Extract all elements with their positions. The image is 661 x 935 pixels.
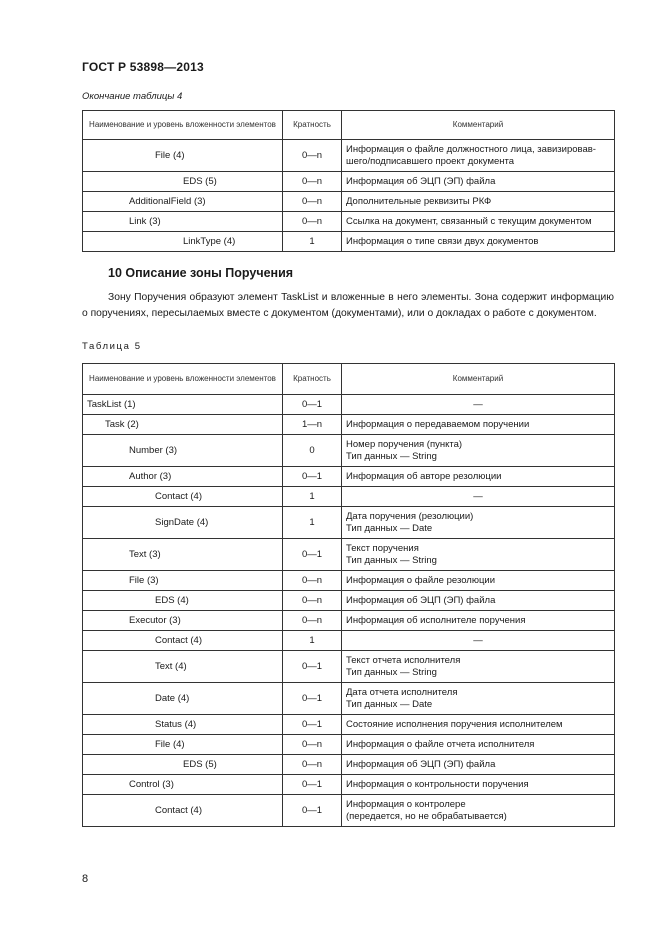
multiplicity: 0—1 — [283, 651, 342, 683]
multiplicity: 0—n — [283, 140, 342, 172]
comment: — — [342, 631, 615, 651]
element-name: Date (4) — [83, 683, 283, 715]
element-name: Contact (4) — [83, 487, 283, 507]
comment-line: Тип данных — String — [346, 450, 437, 462]
comment: — — [342, 395, 615, 415]
multiplicity: 1 — [283, 232, 342, 252]
element-name: Task (2) — [83, 415, 283, 435]
table-row — [83, 631, 615, 651]
table-row — [83, 172, 615, 192]
multiplicity: 1 — [283, 507, 342, 539]
element-name: Control (3) — [83, 775, 283, 795]
table4-caption: Окончание таблицы 4 — [82, 91, 183, 102]
element-name: Author (3) — [83, 467, 283, 487]
table-row — [83, 755, 615, 775]
element-name: Text (3) — [83, 539, 283, 571]
header-comment: Комментарий — [342, 111, 615, 140]
table-row — [83, 212, 615, 232]
comment: Информация о файле резолюции — [342, 571, 615, 591]
multiplicity: 0—n — [283, 212, 342, 232]
element-name: EDS (5) — [83, 172, 283, 192]
page-number: 8 — [82, 873, 89, 885]
comment — [342, 795, 615, 827]
multiplicity: 0—1 — [283, 683, 342, 715]
table-row — [83, 715, 615, 735]
comment: Информация об ЭЦП (ЭП) файла — [342, 591, 615, 611]
comment: Информация об авторе резолюции — [342, 467, 615, 487]
comment-line: Тип данных — String — [346, 666, 437, 678]
element-name: Contact (4) — [83, 631, 283, 651]
multiplicity: 0—n — [283, 172, 342, 192]
comment — [342, 651, 615, 683]
table-row — [83, 435, 615, 467]
multiplicity: 0—n — [283, 735, 342, 755]
table-row — [83, 487, 615, 507]
element-name: File (3) — [83, 571, 283, 591]
comment: Информация об ЭЦП (ЭП) файла — [342, 172, 615, 192]
table-row — [83, 415, 615, 435]
comment-line: (передается, но не обрабатывается) — [346, 810, 507, 822]
comment: — — [342, 487, 615, 507]
multiplicity: 1 — [283, 631, 342, 651]
table-row — [83, 140, 615, 172]
multiplicity: 1 — [283, 487, 342, 507]
comment-line: Дата поручения (резолюции) — [346, 511, 474, 522]
comment: Информация о файле должностного лица, завизировав-шего/подписавшего проект документа — [342, 140, 615, 172]
comment-line: Номер поручения (пункта) — [346, 439, 463, 450]
table-row — [83, 611, 615, 631]
comment: Ссылка на документ, связанный с текущим документом — [342, 212, 615, 232]
comment: Состояние исполнения поручения исполнителем — [342, 715, 615, 735]
multiplicity: 0 — [283, 435, 342, 467]
section-paragraph: Зону Поручения образуют элемент TaskList и вложенные в него элементы. Зона содержит информацию о поручениях, пересылаемых вместе с документом (документами), или о докладах о работе с документом. — [82, 292, 614, 319]
table-row — [83, 591, 615, 611]
multiplicity: 0—n — [283, 192, 342, 212]
table-row — [83, 571, 615, 591]
comment: Дополнительные реквизиты РКФ — [342, 192, 615, 212]
comment: Информация о типе связи двух документов — [342, 232, 615, 252]
element-name: TaskList (1) — [83, 395, 283, 415]
comment — [342, 539, 615, 571]
element-name: Executor (3) — [83, 611, 283, 631]
element-name: EDS (5) — [83, 755, 283, 775]
multiplicity: 0—n — [283, 755, 342, 775]
comment-line: Текст отчета исполнителя — [346, 655, 461, 666]
header-multiplicity: Кратность — [283, 111, 342, 140]
table-row — [83, 467, 615, 487]
element-name: Link (3) — [83, 212, 283, 232]
table-row — [83, 735, 615, 755]
element-name: Text (4) — [83, 651, 283, 683]
multiplicity: 1—n — [283, 415, 342, 435]
table-row — [83, 795, 615, 827]
element-name: File (4) — [83, 735, 283, 755]
comment: Информация о передаваемом поручении — [342, 415, 615, 435]
element-name: File (4) — [83, 140, 283, 172]
comment-line: Тип данных — Date — [346, 698, 433, 710]
multiplicity: 0—1 — [283, 715, 342, 735]
table-4 — [82, 110, 615, 252]
table-5 — [82, 363, 615, 827]
header-multiplicity: Кратность — [283, 364, 342, 395]
multiplicity: 0—n — [283, 591, 342, 611]
table-row — [83, 192, 615, 212]
table-header-row — [83, 364, 615, 395]
comment: Информация об ЭЦП (ЭП) файла — [342, 755, 615, 775]
multiplicity: 0—1 — [283, 395, 342, 415]
multiplicity: 0—1 — [283, 775, 342, 795]
comment — [342, 435, 615, 467]
table-row — [83, 507, 615, 539]
multiplicity: 0—n — [283, 571, 342, 591]
element-name: Number (3) — [83, 435, 283, 467]
comment: Информация о контрольности поручения — [342, 775, 615, 795]
table-header-row — [83, 111, 615, 140]
comment — [342, 683, 615, 715]
comment-line: Тип данных — Date — [346, 522, 433, 534]
element-name: Status (4) — [83, 715, 283, 735]
header-comment: Комментарий — [342, 364, 615, 395]
element-name: AdditionalField (3) — [83, 192, 283, 212]
element-name: Contact (4) — [83, 795, 283, 827]
comment-line: Информация о контролере — [346, 799, 466, 810]
document-header: ГОСТ Р 53898—2013 — [82, 60, 204, 74]
table-row — [83, 775, 615, 795]
comment-line: Тип данных — String — [346, 554, 437, 566]
comment — [342, 507, 615, 539]
header-name: Наименование и уровень вложенности элементов — [83, 111, 283, 140]
element-name: EDS (4) — [83, 591, 283, 611]
table-row — [83, 539, 615, 571]
element-name: LinkType (4) — [83, 232, 283, 252]
table-row — [83, 395, 615, 415]
multiplicity: 0—1 — [283, 539, 342, 571]
table-row — [83, 232, 615, 252]
section-title: 10 Описание зоны Поручения — [108, 266, 294, 280]
element-name: SignDate (4) — [83, 507, 283, 539]
multiplicity: 0—n — [283, 611, 342, 631]
header-name: Наименование и уровень вложенности элементов — [83, 364, 283, 395]
table-row — [83, 651, 615, 683]
comment: Информация об исполнителе поручения — [342, 611, 615, 631]
comment: Информация о файле отчета исполнителя — [342, 735, 615, 755]
table5-caption: Таблица 5 — [82, 341, 142, 352]
multiplicity: 0—1 — [283, 795, 342, 827]
table-row — [83, 683, 615, 715]
comment-line: Дата отчета исполнителя — [346, 687, 458, 698]
comment-line: Текст поручения — [346, 543, 419, 554]
multiplicity: 0—1 — [283, 467, 342, 487]
